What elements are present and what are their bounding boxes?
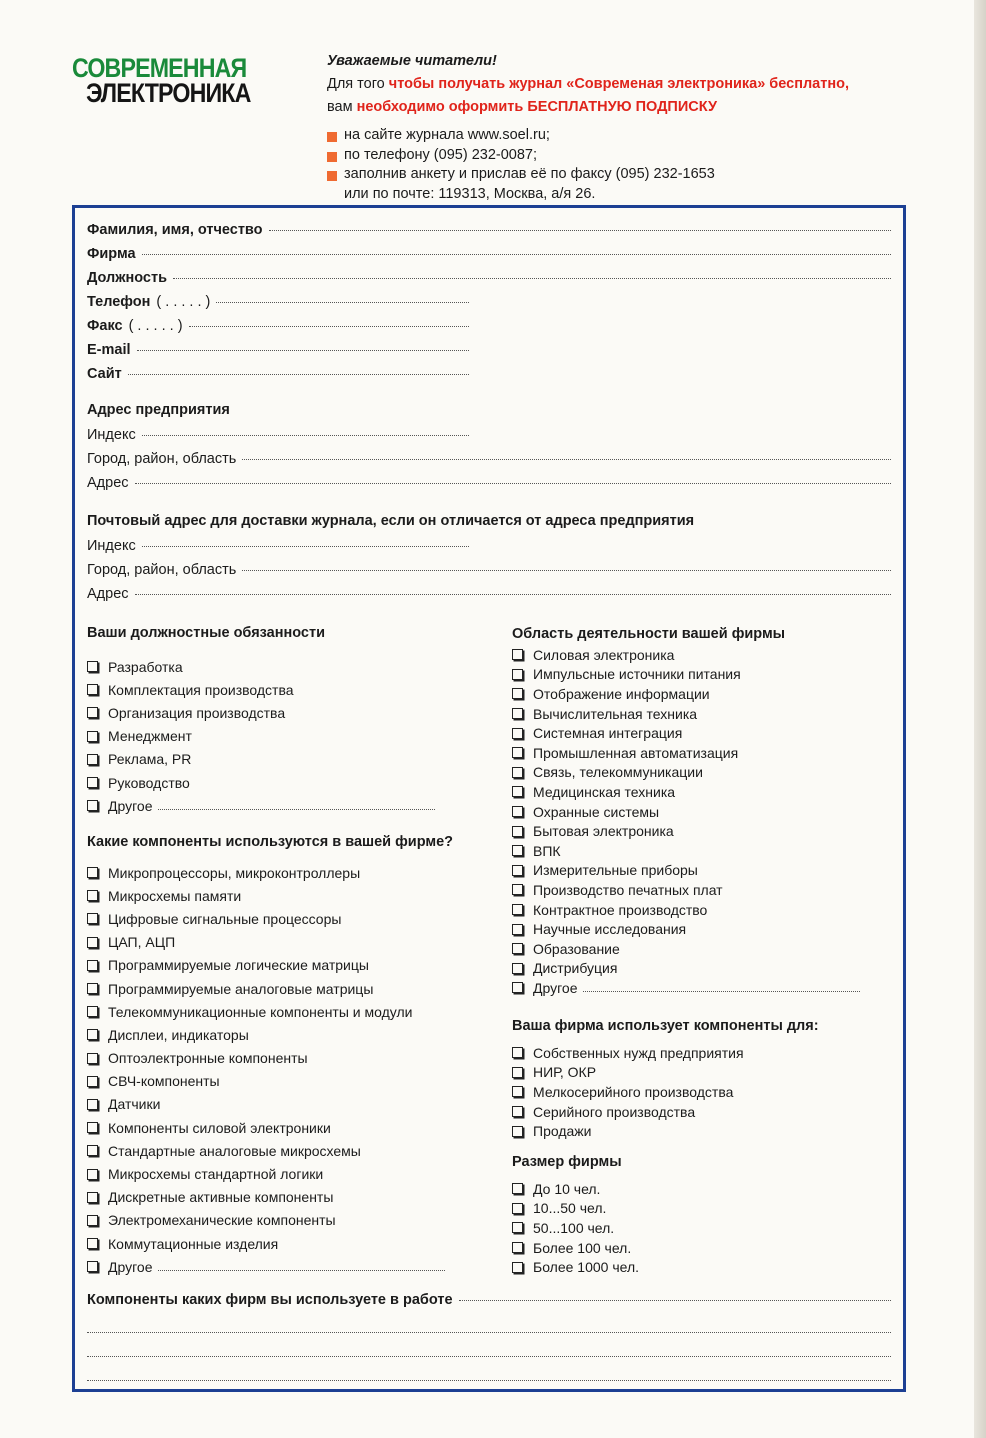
activity-checkbox[interactable] [512,665,872,685]
checkbox-icon[interactable] [87,937,98,948]
size-list [512,1179,872,1277]
checkbox-label: Отображение информации [533,685,710,702]
checkbox-label: Реклама, PR [108,751,192,768]
checkbox-icon[interactable] [87,890,98,901]
checkbox-icon[interactable] [512,688,523,699]
size-checkbox[interactable] [512,1238,872,1258]
address-input-line[interactable] [135,594,891,595]
checkbox-icon[interactable] [87,867,98,878]
checkbox-label: Мелкосерийного производства [533,1083,734,1100]
checkbox-label: Комплектация производства [108,681,294,698]
checkbox-icon[interactable] [512,904,523,915]
checkbox-icon[interactable] [512,728,523,739]
vendors-extra-line[interactable] [87,1342,891,1360]
checkbox-label: Разработка [108,658,183,675]
checkbox-label: Датчики [108,1096,161,1113]
checkbox-icon[interactable] [512,747,523,758]
checkbox-label: 10...50 чел. [533,1200,607,1217]
checkbox-icon[interactable] [87,960,98,971]
index-label: Индекс [87,427,136,443]
checkbox-label: До 10 чел. [533,1180,601,1197]
intro-line-2-plain: вам [327,99,357,115]
postal-city-field[interactable] [87,562,891,578]
checkbox-icon[interactable] [512,845,523,856]
fio-label: Фамилия, имя, отчество [87,222,263,238]
address-label: Адрес [87,586,129,602]
duty-checkbox[interactable] [87,748,467,771]
checkbox-icon[interactable] [87,754,98,765]
checkbox-label: Оптоэлектронные компоненты [108,1050,308,1067]
checkbox-label: Другое [108,1258,153,1275]
site-label: Сайт [87,366,122,382]
checkbox-icon[interactable] [512,982,523,993]
checkbox-icon[interactable] [512,1047,523,1058]
method-site [327,126,715,146]
fio-field[interactable] [87,222,891,238]
checkbox-icon[interactable] [512,1242,523,1253]
checkbox-icon[interactable] [512,767,523,778]
checkbox-icon[interactable] [512,924,523,935]
index-input-line[interactable] [142,435,469,436]
duty-checkbox[interactable] [87,725,467,748]
position-field[interactable] [87,270,891,286]
intro-line-1-red: чтобы получать журнал «Современая электроника» бесплатно, [388,76,849,92]
duty-checkbox[interactable] [87,678,467,701]
checkbox-label: Программируемые логические матрицы [108,957,369,974]
firm-field[interactable] [87,246,891,262]
size-checkbox[interactable] [512,1199,872,1219]
checkbox-icon[interactable] [87,913,98,924]
vendors-extra-line[interactable] [87,1318,891,1336]
fax-label: Факс [87,318,123,334]
checkbox-icon[interactable] [512,963,523,974]
usage-checkbox[interactable] [512,1121,872,1141]
size-checkbox[interactable] [512,1218,872,1238]
duty-checkbox[interactable] [87,771,467,794]
size-title: Размер фирмы [512,1154,622,1170]
checkbox-label: Другое [533,979,578,996]
company-city-field[interactable] [87,451,891,467]
size-checkbox[interactable] [512,1257,872,1277]
activity-checkbox[interactable] [512,919,872,939]
fax-code: ( . . . . . ) [128,318,183,334]
checkbox-label: Менеджмент [108,728,192,745]
firm-input-line[interactable] [142,254,891,255]
component-checkbox[interactable] [87,1209,467,1232]
bullet-square-icon [327,171,337,181]
magazine-logo [72,53,277,108]
checkbox-label: Вычислительная техника [533,705,698,722]
method-text: заполнив анкету и прислав её по факсу (095) 232-1653 [344,166,715,182]
checkbox-icon[interactable] [512,826,523,837]
duty-checkbox-other[interactable] [87,794,435,817]
checkbox-icon[interactable] [512,1203,523,1214]
email-label: E-mail [87,342,131,358]
activity-checkbox[interactable] [512,861,872,881]
usage-checkbox[interactable] [512,1063,872,1083]
checkbox-label: Стандартные аналоговые микросхемы [108,1142,361,1159]
postal-address-title: Почтовый адрес для доставки журнала, если он отличается от адреса предприятия [87,513,695,529]
address-label: Адрес [87,475,129,491]
checkbox-label: Собственных нужд предприятия [533,1044,744,1061]
components-list [87,861,467,1278]
activity-checkbox[interactable] [512,743,872,763]
checkbox-icon[interactable] [512,865,523,876]
checkbox-label: Измерительные приборы [533,862,698,879]
phone-field[interactable] [87,294,469,310]
checkbox-icon[interactable] [512,649,523,660]
vendors-input-line-2[interactable] [87,1332,891,1333]
activity-checkbox[interactable] [512,959,872,979]
fax-field[interactable] [87,318,469,334]
site-input-line[interactable] [128,374,469,375]
checkbox-label: ВПК [533,842,561,859]
city-label: Город, район, область [87,562,237,578]
vendors-input-line-3[interactable] [87,1356,891,1357]
component-checkbox[interactable] [87,1047,467,1070]
usage-title: Ваша фирма использует компоненты для: [512,1018,819,1034]
checkbox-label: Связь, телекоммуникации [533,764,703,781]
activity-checkbox[interactable] [512,684,872,704]
subscription-methods [327,126,715,204]
component-checkbox[interactable] [87,884,467,907]
checkbox-icon[interactable] [87,1029,98,1040]
activity-checkbox[interactable] [512,900,872,920]
checkbox-icon[interactable] [87,1192,98,1203]
vendors-field[interactable] [87,1292,891,1308]
company-address-title: Адрес предприятия [87,402,230,418]
checkbox-icon[interactable] [87,983,98,994]
checkbox-label: Силовая электроника [533,646,675,663]
postal-address-field[interactable] [87,586,891,602]
activity-checkbox[interactable] [512,821,872,841]
position-label: Должность [87,270,167,286]
checkbox-icon[interactable] [87,1053,98,1064]
phone-code: ( . . . . . ) [156,294,211,310]
checkbox-icon[interactable] [512,1262,523,1273]
vendors-input-line[interactable] [459,1300,891,1301]
page-edge [974,0,986,1438]
intro-line-2-red: необходимо оформить БЕСПЛАТНУЮ ПОДПИСКУ [356,99,717,115]
checkbox-label: Другое [108,797,153,814]
checkbox-icon[interactable] [512,884,523,895]
bullet-square-icon [327,152,337,162]
checkbox-icon[interactable] [87,731,98,742]
checkbox-icon[interactable] [512,1067,523,1078]
checkbox-icon[interactable] [512,708,523,719]
method-text: или по почте: 119313, Москва, а/я 26. [344,185,596,202]
checkbox-icon[interactable] [87,661,98,672]
checkbox-icon[interactable] [87,1145,98,1156]
component-checkbox[interactable] [87,861,467,884]
checkbox-icon[interactable] [87,684,98,695]
intro-line-2 [327,96,927,119]
checkbox-label: 50...100 чел. [533,1219,615,1236]
city-label: Город, район, область [87,451,237,467]
duty-checkbox[interactable] [87,655,467,678]
intro-line-1-plain: Для того [327,76,389,92]
position-input-line[interactable] [173,278,891,279]
duties-list [87,655,467,817]
activity-checkbox[interactable] [512,939,872,959]
checkbox-label: Более 100 чел. [533,1239,632,1256]
checkbox-label: ЦАП, АЦП [108,934,176,951]
checkbox-label: Цифровые сигнальные процессоры [108,910,342,927]
checkbox-icon[interactable] [512,786,523,797]
component-checkbox[interactable] [87,954,467,977]
component-checkbox[interactable] [87,1093,467,1116]
duties-title: Ваши должностные обязанности [87,625,326,641]
checkbox-icon[interactable] [512,943,523,954]
checkbox-label: Микросхемы стандартной логики [108,1166,324,1183]
activity-list [512,645,872,998]
checkbox-icon[interactable] [512,806,523,817]
checkbox-label: Охранные системы [533,803,660,820]
checkbox-label: СВЧ-компоненты [108,1073,220,1090]
activity-checkbox[interactable] [512,723,872,743]
vendors-input-line-4[interactable] [87,1380,891,1381]
phone-label: Телефон [87,294,151,310]
checkbox-icon[interactable] [87,1076,98,1087]
checkbox-icon[interactable] [87,1261,98,1272]
email-input-line[interactable] [137,350,469,351]
checkbox-label: Промышленная автоматизация [533,744,739,761]
fio-input-line[interactable] [269,230,891,231]
activity-checkbox-other[interactable] [512,978,860,998]
activity-checkbox[interactable] [512,782,872,802]
component-checkbox[interactable] [87,931,467,954]
checkbox-icon[interactable] [512,1222,523,1233]
company-address-field[interactable] [87,475,891,491]
checkbox-label: Производство печатных плат [533,881,723,898]
checkbox-label: Микропроцессоры, микроконтроллеры [108,864,361,881]
checkbox-icon[interactable] [87,777,98,788]
checkbox-label: Организация производства [108,704,286,721]
usage-checkbox[interactable] [512,1043,872,1063]
checkbox-label: Образование [533,940,620,957]
component-checkbox[interactable] [87,1023,467,1046]
checkbox-icon[interactable] [87,707,98,718]
checkbox-label: Дисплеи, индикаторы [108,1026,249,1043]
activity-checkbox[interactable] [512,645,872,665]
checkbox-label: Продажи [533,1123,592,1140]
checkbox-label: Компоненты силовой электроники [108,1119,331,1136]
bullet-square-icon [327,132,337,142]
fax-input-line[interactable] [189,326,469,327]
checkbox-label: Научные исследования [533,921,687,938]
activity-title: Область деятельности вашей фирмы [512,626,786,642]
checkbox-label: Бытовая электроника [533,823,674,840]
checkbox-icon[interactable] [87,1006,98,1017]
vendors-extra-line[interactable] [87,1366,891,1384]
other-input-line[interactable] [158,809,435,810]
component-checkbox[interactable] [87,1070,467,1093]
usage-checkbox[interactable] [512,1082,872,1102]
greeting: Уважаемые читатели! [327,53,497,69]
checkbox-label: Системная интеграция [533,725,683,742]
checkbox-icon[interactable] [87,1099,98,1110]
size-checkbox[interactable] [512,1179,872,1199]
checkbox-label: Медицинская техника [533,783,676,800]
postal-index-field[interactable] [87,538,469,554]
checkbox-icon[interactable] [512,1126,523,1137]
components-title: Какие компоненты используются в вашей фирме? [87,834,454,850]
city-input-line[interactable] [242,570,891,571]
vendors-label: Компоненты каких фирм вы используете в работе [87,1292,453,1308]
usage-list [512,1043,872,1141]
checkbox-label: Контрактное производство [533,901,708,918]
activity-checkbox[interactable] [512,802,872,822]
site-field[interactable] [87,366,469,382]
activity-checkbox[interactable] [512,763,872,783]
checkbox-icon[interactable] [512,1183,523,1194]
activity-checkbox[interactable] [512,880,872,900]
checkbox-label: Импульсные источники питания [533,666,741,683]
checkbox-icon[interactable] [512,1086,523,1097]
city-input-line[interactable] [242,459,891,460]
checkbox-label: Дискретные активные компоненты [108,1189,334,1206]
other-input-line[interactable] [158,1270,445,1271]
component-checkbox-other[interactable] [87,1255,445,1278]
other-input-line[interactable] [583,991,860,992]
checkbox-label: Более 1000 чел. [533,1259,640,1276]
component-checkbox[interactable] [87,977,467,1000]
method-fax [327,165,715,185]
checkbox-icon[interactable] [87,1215,98,1226]
checkbox-label: НИР, ОКР [533,1064,597,1081]
checkbox-icon[interactable] [87,1238,98,1249]
duty-checkbox[interactable] [87,701,467,724]
checkbox-icon[interactable] [87,1169,98,1180]
index-label: Индекс [87,538,136,554]
method-text: по телефону (095) 232-0087; [344,146,537,163]
activity-checkbox[interactable] [512,841,872,861]
component-checkbox[interactable] [87,907,467,930]
email-field[interactable] [87,342,469,358]
method-phone [327,146,715,166]
checkbox-label: Микросхемы памяти [108,887,242,904]
subscription-form [72,205,906,1392]
phone-input-line[interactable] [216,302,469,303]
component-checkbox[interactable] [87,1232,467,1255]
checkbox-label: Коммутационные изделия [108,1235,279,1252]
checkbox-label: Телекоммуникационные компоненты и модули [108,1003,413,1020]
component-checkbox[interactable] [87,1000,467,1023]
address-input-line[interactable] [135,483,891,484]
checkbox-label: Электромеханические компоненты [108,1212,336,1229]
activity-checkbox[interactable] [512,704,872,724]
checkbox-icon[interactable] [512,669,523,680]
checkbox-label: Серийного производства [533,1103,696,1120]
usage-checkbox[interactable] [512,1102,872,1122]
intro-line-1 [327,73,927,96]
logo-line-2: ЭЛЕКТРОНИКА [86,78,251,108]
component-checkbox[interactable] [87,1139,467,1162]
method-text: на сайте журнала www.soel.ru; [344,127,550,143]
method-mail [327,185,715,205]
checkbox-label: Дистрибуция [533,960,618,977]
checkbox-icon[interactable] [512,1106,523,1117]
component-checkbox[interactable] [87,1162,467,1185]
firm-label: Фирма [87,246,136,262]
component-checkbox[interactable] [87,1116,467,1139]
checkbox-icon[interactable] [87,800,98,811]
logo-line-1: СОВРЕМЕННАЯ [72,53,247,83]
company-index-field[interactable] [87,427,469,443]
index-input-line[interactable] [142,546,469,547]
checkbox-label: Руководство [108,774,190,791]
component-checkbox[interactable] [87,1186,467,1209]
intro-text [327,50,927,119]
checkbox-label: Программируемые аналоговые матрицы [108,980,374,997]
checkbox-icon[interactable] [87,1122,98,1133]
